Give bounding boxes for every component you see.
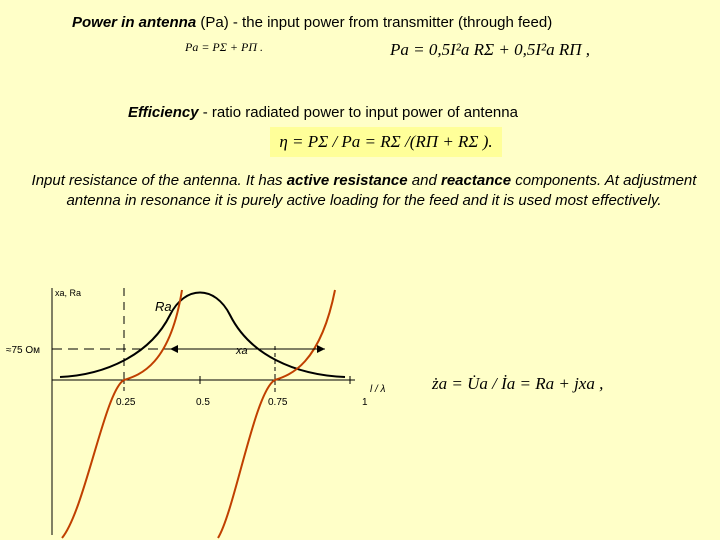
para-bold-active: active resistance bbox=[286, 172, 408, 189]
period-arrow-left-head bbox=[170, 345, 178, 353]
para-bold-reactance: reactance bbox=[441, 172, 512, 189]
impedance-formula: ża = U̇a / İa = Ra + jxa , bbox=[432, 374, 604, 393]
para-text-2: and bbox=[407, 172, 441, 189]
tick-label-05: 0.5 bbox=[196, 397, 210, 408]
reactance-curve bbox=[62, 290, 182, 538]
efficiency-formula: η = PΣ / Pa = RΣ /(RП + RΣ ). bbox=[270, 127, 502, 157]
power-definition-line bbox=[72, 14, 552, 31]
para-text-1: Input resistance of the antenna. It has bbox=[31, 172, 287, 189]
para-text-3: components. At adjustment antenna in resonance it is purely active loading for the feed and it is used most effectively. bbox=[66, 172, 697, 209]
reactance-curve-2 bbox=[218, 290, 335, 538]
efficiency-definition-line bbox=[128, 104, 518, 121]
tick-label-1: 1 bbox=[362, 397, 368, 408]
power-term: Power in antenna bbox=[72, 14, 197, 31]
tick-label-025: 0.25 bbox=[116, 397, 136, 408]
impedance-graph bbox=[0, 270, 420, 540]
reference-label: ≈75 Ом bbox=[6, 345, 41, 356]
efficiency-term: Efficiency bbox=[128, 104, 199, 121]
curve-label-x: xa bbox=[236, 345, 248, 357]
power-current-formula: Pa = 0,5I²a RΣ + 0,5I²a RП , bbox=[390, 40, 590, 59]
period-arrow-right-head bbox=[317, 345, 325, 353]
y-axis-label: xa, Ra bbox=[55, 288, 82, 298]
curve-label-R: Ra bbox=[155, 299, 172, 314]
power-sum-formula: Pa = PΣ + PП . bbox=[185, 40, 263, 54]
power-description: - the input power from transmitter (through feed) bbox=[232, 14, 553, 31]
efficiency-description: - ratio radiated power to input power of antenna bbox=[202, 104, 518, 121]
x-axis-label: l / λ bbox=[370, 384, 386, 395]
input-resistance-paragraph bbox=[10, 171, 718, 211]
power-symbol: (Pa) bbox=[200, 14, 229, 31]
tick-label-075: 0.75 bbox=[268, 397, 288, 408]
